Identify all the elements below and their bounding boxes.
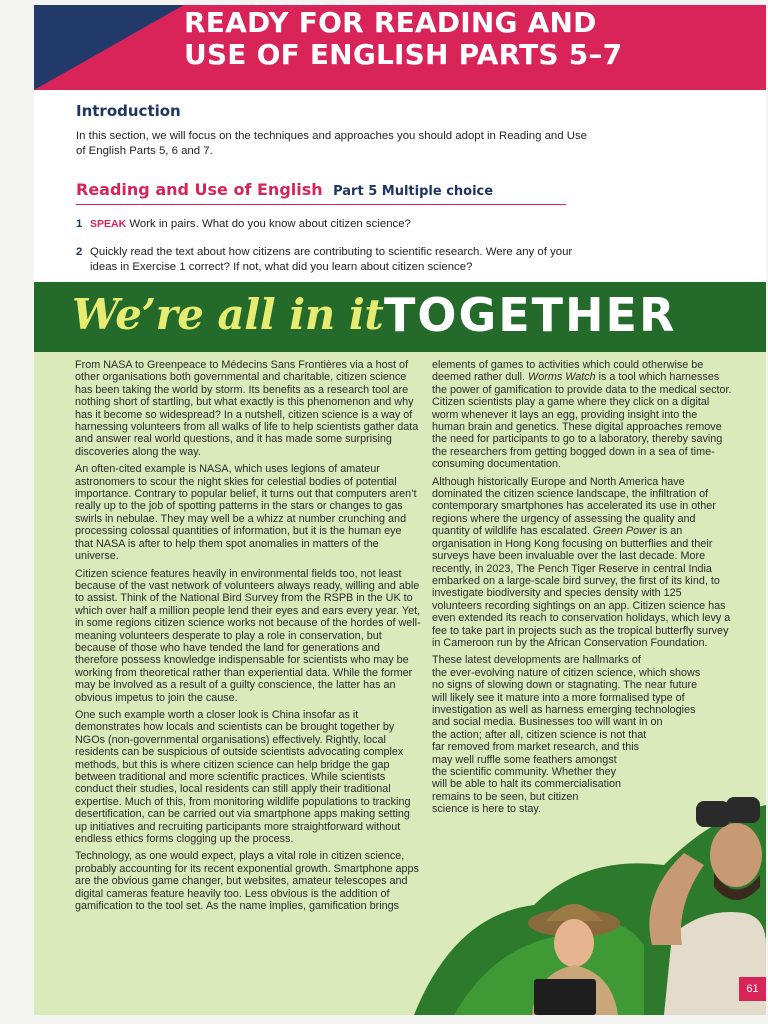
banner-navy-triangle bbox=[34, 5, 184, 90]
article-paragraph-final bbox=[432, 654, 732, 815]
article-paragraph bbox=[432, 476, 732, 650]
article-column-left bbox=[75, 359, 421, 917]
article-paragraph bbox=[432, 359, 732, 471]
introduction-heading: Introduction bbox=[76, 102, 181, 120]
exercise-number: 2 bbox=[76, 246, 83, 258]
page-title-line2: USE OF ENGLISH PARTS 5–7 bbox=[184, 38, 623, 71]
exercise-number: 1 bbox=[76, 218, 83, 230]
article-paragraph: Citizen science features heavily in environmental fields too, not least because of the vast network of volunteers always ready, willing and able to assist. Think of the National Bird Survey from the RSPB in the UK to which over half a million people lend their eyes and ears every year. Yet, in some regions citizen science works not because of the hordes of well-meaning volunteers desperate to play a role in conservation, but because of those who have tended the land for generations and therefore possess knowledge indispensable for scientists who may be working from theoretical rather than experiential data. While the former may be involved as a result of a guilty conscience, the latter has an obvious impetus to join the cause. bbox=[75, 567, 421, 704]
article-line: and social media. Businesses too will want in on bbox=[432, 716, 663, 729]
article-line: the action; after all, citizen science is not that bbox=[432, 728, 647, 741]
clipboard-icon bbox=[534, 979, 596, 1015]
article-paragraph: Technology, as one would expect, plays a vital role in citizen science, probably accounting for its recent exponential growth. Smartphone apps are the obvious game changer, but websites, amateur telescopes and digital cameras feature heavily too. Less obvious is the addition of gamification to the tool set. As the name implies, gamification brings bbox=[75, 850, 419, 913]
section-subtitle: Part 5 Multiple choice bbox=[333, 184, 494, 199]
article-headline-script: We’re all in it bbox=[72, 290, 384, 339]
article-column-right bbox=[432, 359, 732, 821]
article-paragraph: One such example worth a closer look is China insofar as it demonstrates how locals and scientists can be brought together by NGOs (non-governmental organisations) effectively. Rightly, local residents can be suspicious of outside scientists advocating complex methods, but this is where citizen science can help bridge the gap between traditional and more scientific practices. While scientists conduct their studies, local residents can still apply their traditional expertise. Much of this, from monitoring wildlife populations to tracking desertification, can be carried out via smartphone apps making setting up initiatives and recruiting participants more straightforward without endless ethics forms clogging up the process. bbox=[75, 708, 411, 846]
exercise-text: Quickly read the text about how citizens are contributing to scientific research. Were any of your ideas in Exercise 1 correct? If not, what did you learn about citizen science? bbox=[90, 246, 573, 273]
page-title-line1: READY FOR READING AND bbox=[184, 6, 597, 39]
textbook-page bbox=[34, 5, 766, 1015]
article-line: will likely see it mature into a more formalised type of bbox=[432, 691, 685, 704]
article-line: the scientific community. Whether they bbox=[432, 766, 617, 778]
article-text: Although historically Europe and North America have dominated the citizen science landscape, the infiltration of contemporary smartphones has accelerated its use in other regions where the urgency of assessing the quality and quantity of wildlife has escalated. bbox=[432, 475, 716, 538]
article-line: the ever-evolving nature of citizen science, which shows bbox=[432, 666, 701, 679]
section-title: Reading and Use of English bbox=[76, 180, 323, 199]
article-italic-name: Green Power bbox=[592, 525, 657, 538]
article-headline-bold: TOGETHER bbox=[384, 288, 677, 342]
article-line: may well ruffle some feathers amongst bbox=[432, 753, 617, 766]
exercise-2 bbox=[76, 245, 596, 275]
woman-face bbox=[554, 919, 594, 967]
article-text: is a tool which harnesses the power of gamification to provide data to the medical sector. Citizen scientists play a game where they click on a digital worm whenever it lays an egg, providing insight into the human brain and genetics. These digital approaches remove the need for participants to go to a laboratory, thereby saving the researchers from getting bogged down in a sea of time-consuming documentation. bbox=[432, 371, 732, 471]
article-paragraph: From NASA to Greenpeace to Médecins Sans Frontières via a host of other organisations both governmental and charitable, citizen science has been taking the world by storm. Its benefits as a research tool are nothing short of startling, but what exactly is this phenomenon and why has it become so widespread? In a nutshell, citizen science is a way of harnessing volunteers from all walks of life to help scientists gather data and answer real world questions, and it has made some surprising discoveries along the way. bbox=[75, 359, 419, 458]
section-heading bbox=[76, 180, 566, 205]
citizen-scientists-photo bbox=[414, 795, 766, 1015]
article-line: no signs of slowing down or stagnating. The near future bbox=[432, 679, 698, 692]
introduction-text: In this section, we will focus on the techniques and approaches you should adopt in Reading and Use of English Parts 5, 6 and 7. bbox=[76, 130, 588, 157]
man-face bbox=[710, 823, 762, 887]
article-text: is an organisation in Hong Kong focusing on butterflies and their surveys have been invaluable over the last decade. More recently, in 2023, The Pench Tiger Reserve in central India embarked on a large-scale bird survey, the first of its kind, to investigate biodiversity and species density with 125 volunteers recording sightings on an app. Citizen science has even extended its reach to conservation holidays, which levy a fee to take part in projects such as the tropical butterfly survey in Cameroon run by the African Conservation Foundation. bbox=[432, 525, 731, 649]
article-text: elements of games to activities which could otherwise be deemed rather dull. bbox=[432, 359, 704, 384]
speak-label: SPEAK bbox=[90, 218, 127, 230]
exercise-text: Work in pairs. What do you know about citizen science? bbox=[129, 218, 411, 230]
article-line: will be able to halt its commercialisation bbox=[432, 778, 622, 791]
binoculars-icon bbox=[696, 801, 730, 827]
article-line: investigation as well as harness emerging technologies bbox=[432, 703, 696, 716]
article-paragraph: An often-cited example is NASA, which uses legions of amateur astronomers to scour the night skies for celestial bodies of potential importance. Contrary to popular belief, it turns out that computers aren’t really up to the job of spotting patterns in the stars or changes to gas swirls in nebulae. They may well be a whizz at number crunching and processing colossal quantities of information, but it is the human eye that NASA is after to help them spot anomalies in matters of the universe. bbox=[75, 463, 417, 563]
page-title bbox=[184, 7, 622, 71]
header-banner bbox=[34, 5, 766, 90]
article-italic-name: Worms Watch bbox=[528, 371, 596, 384]
article-line: far removed from market research, and this bbox=[432, 741, 640, 754]
exercise-1 bbox=[76, 217, 596, 232]
page-number: 61 bbox=[739, 977, 766, 1001]
article-line: These latest developments are hallmarks of bbox=[432, 654, 641, 667]
article-line: remains to be seen, but citizen bbox=[432, 790, 579, 803]
article-line: science is here to stay. bbox=[432, 803, 542, 816]
binoculars-icon bbox=[726, 797, 760, 823]
